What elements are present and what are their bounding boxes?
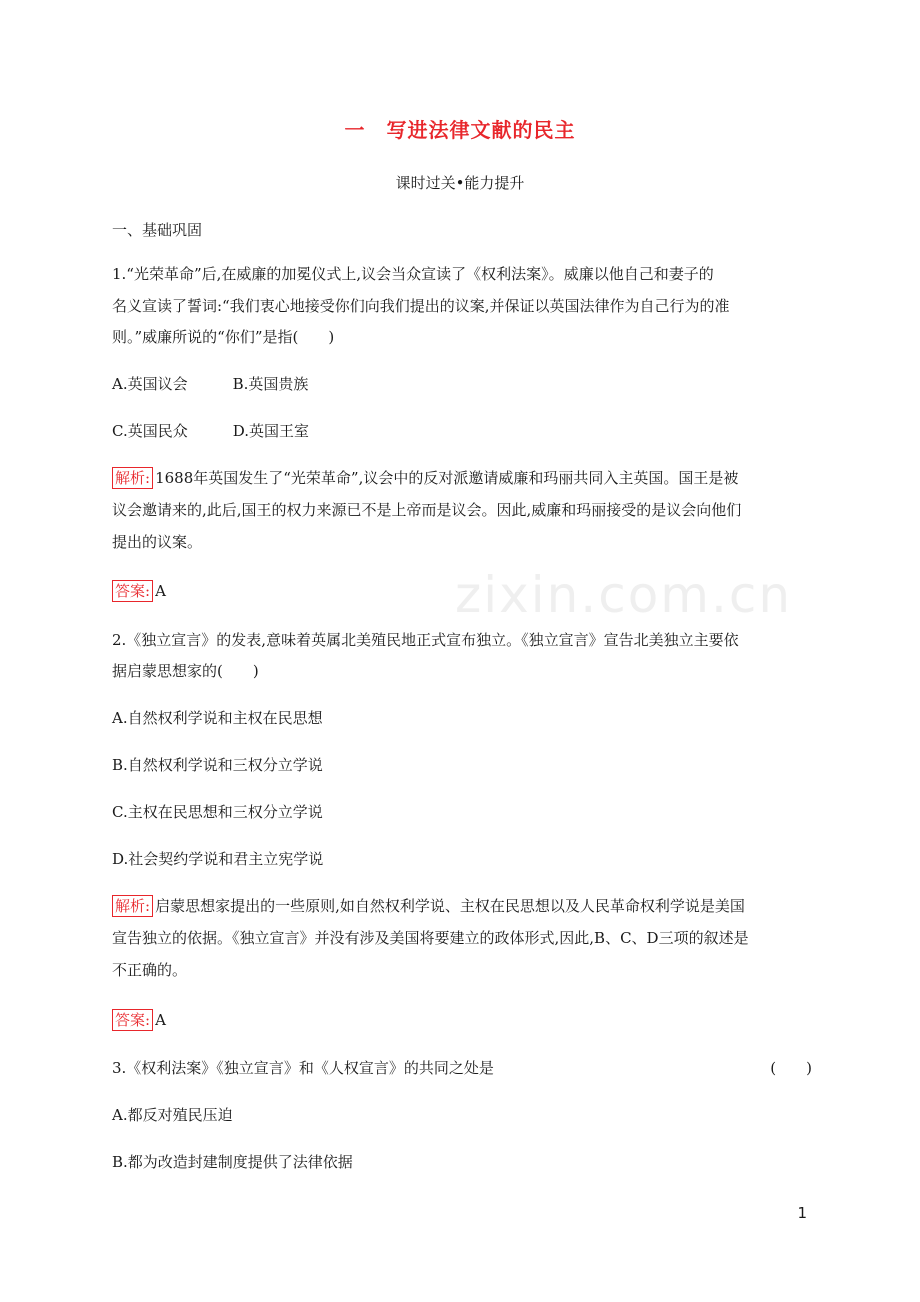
q2-option-line: A.自然权利学说和主权在民思想 — [112, 709, 323, 727]
page-number: 1 — [797, 1204, 807, 1222]
watermark: zixin.com.cn — [455, 566, 793, 624]
q1-explanation-line — [112, 462, 812, 494]
page-subtitle: 课时过关•能力提升 — [395, 174, 525, 192]
q2-explanation-line: 不正确的。 — [112, 961, 188, 979]
page-title: 一 写进法律文献的民主 — [344, 118, 576, 142]
q1-explanation-line: 议会邀请来的,此后,国王的权力来源已不是上帝而是议会。因此,威廉和玛丽接受的是议会向他们 — [112, 501, 742, 519]
q2-option-line: C.主权在民思想和三权分立学说 — [112, 803, 323, 821]
q2-stem-line: 2.《独立宣言》的发表,意味着英属北美殖民地正式宣布独立。《独立宣言》宣告北美独立主要依 — [112, 631, 739, 649]
q2-stem-line: 据启蒙思想家的( ) — [112, 662, 259, 680]
q1-stem-line: 1.“光荣革命”后,在威廉的加冕仪式上,议会当众宣读了《权利法案》。威廉以他自己和妻子的 — [112, 265, 714, 283]
answer-tag: 答案: — [112, 580, 153, 602]
q1-stem-line: 名义宣读了誓词:“我们衷心地接受你们向我们提出的议案,并保证以英国法律作为自己行为的准 — [112, 297, 730, 315]
q2-explanation-text: 启蒙思想家提出的一些原则,如自然权利学说、主权在民思想以及人民革命权利学说是美国 — [155, 897, 745, 915]
answer-tag: 答案: — [112, 1009, 153, 1031]
section-heading: 一、基础巩固 — [112, 221, 203, 239]
q3-stem-text: 3.《权利法案》《独立宣言》和《人权宣言》的共同之处是 — [112, 1059, 494, 1077]
q2-option-line: B.自然权利学说和三权分立学说 — [112, 756, 323, 774]
q2-explanation-line: 宣告独立的依据。《独立宣言》并没有涉及美国将要建立的政体形式,因此,B、C、D三项的叙述是 — [112, 929, 749, 947]
q3-option-line: A.都反对殖民压迫 — [112, 1106, 233, 1124]
q1-answer-line — [112, 575, 812, 607]
q3-stem-line — [112, 1052, 812, 1084]
q3-answer-bracket: ( ) — [770, 1059, 812, 1077]
q2-explanation-line — [112, 890, 812, 922]
q1-answer: A — [155, 582, 166, 600]
explanation-tag: 解析: — [112, 895, 153, 917]
explanation-tag: 解析: — [112, 467, 153, 489]
q2-answer: A — [155, 1011, 166, 1029]
q1-option-line: C.英国民众 D.英国王室 — [112, 422, 309, 440]
q1-explanation-line: 提出的议案。 — [112, 533, 203, 551]
q1-stem-line: 则。”威廉所说的“你们”是指( ) — [112, 328, 335, 346]
q2-option-line: D.社会契约学说和君主立宪学说 — [112, 850, 324, 868]
q3-option-line: B.都为改造封建制度提供了法律依据 — [112, 1153, 353, 1171]
q2-answer-line — [112, 1004, 812, 1036]
q1-option-line: A.英国议会 B.英国贵族 — [112, 375, 309, 393]
q1-explanation-text: 1688年英国发生了“光荣革命”,议会中的反对派邀请威廉和玛丽共同入主英国。国王是被 — [155, 469, 739, 487]
